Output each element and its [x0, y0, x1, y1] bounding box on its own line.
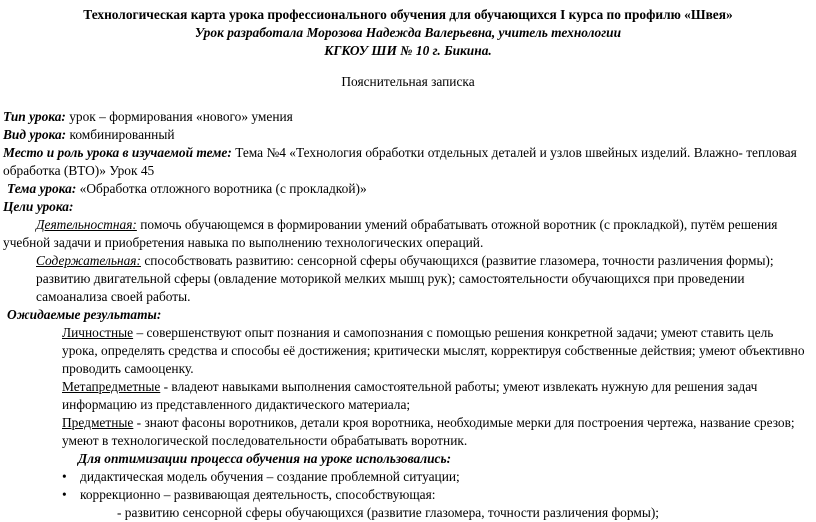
- result-personal: [62, 324, 773, 342]
- goal-content-cont1: развитию двигательной сферы (овладение моторикой мелких мышц рук); самостоятельности обучающихся при проведении: [36, 271, 745, 286]
- lesson-topic-value: «Обработка отложного воротника (с прокладкой)»: [76, 181, 367, 196]
- lesson-topic-label: Тема урока:: [7, 181, 77, 196]
- lesson-place-value-cont: обработка (ВТО)» Урок 45: [3, 163, 155, 178]
- result-subject-cont: умеют в технологической последовательности обрабатывать воротник.: [62, 433, 468, 448]
- result-personal-text: – совершенствуют опыт познания и самопознания с помощью решения конкретной задачи; умеют ставить цель: [133, 325, 774, 340]
- optimization-item-1: [62, 468, 460, 486]
- result-subject-label: Предметные: [62, 415, 134, 430]
- optimization-item-2: [62, 486, 435, 504]
- optimization-item-2-text: коррекционно – развивающая деятельность, способствующая:: [80, 487, 436, 502]
- result-subject-text: - знают фасоны воротников, детали кроя воротника, необходимые мерки для построения чертежа, название срезов;: [133, 415, 795, 430]
- result-subject: [62, 414, 795, 432]
- lesson-topic-row: [7, 180, 367, 198]
- goal-content-text: способствовать развитию: сенсорной сферы обучающихся (развитие глазомера, точности различения формы);: [141, 253, 774, 268]
- school-line: КГКОУ ШИ № 10 г. Бикина.: [324, 43, 492, 58]
- lesson-kind-row: [3, 126, 175, 144]
- goal-activity-cont: учебной задачи и приобретения навыка по выполнению технологических операций.: [3, 235, 484, 250]
- bullet-icon: •: [62, 487, 67, 502]
- result-meta-text: - владеют навыками выполнения самостоятельной работы; умеют извлекать нужную для решения задач: [160, 379, 758, 394]
- goal-activity-label: Деятельностная:: [36, 217, 137, 232]
- goal-content: [36, 252, 774, 270]
- goals-label: Цели урока:: [3, 199, 74, 214]
- goal-content-label: Содержательная:: [36, 253, 141, 268]
- result-personal-cont2: проводить самооценку.: [62, 361, 194, 376]
- lesson-type-label: Тип урока:: [3, 109, 66, 124]
- optimization-subitem-1: - развитию сенсорной сферы обучающихся (развитие глазомера, точности различения формы);: [117, 505, 659, 520]
- result-personal-cont1: урока, определять средства и способы её достижения; критически мыслят, корректируя собственные действия; умеют объективно: [62, 343, 805, 358]
- document-title: Технологическая карта урока профессионального обучения для обучающихся I курса по профилю «Швея»: [83, 7, 733, 22]
- result-personal-label: Личностные: [62, 325, 134, 340]
- lesson-type-row: [3, 108, 293, 126]
- bullet-icon: •: [62, 469, 67, 484]
- optimization-label: Для оптимизации процесса обучения на уроке использовались:: [78, 451, 452, 466]
- lesson-place-row: [3, 144, 797, 162]
- author-line: Урок разработала Морозова Надежда Валерьевна, учитель технологии: [194, 25, 622, 40]
- optimization-item-1-text: дидактическая модель обучения – создание проблемной ситуации;: [80, 469, 460, 484]
- results-label: Ожидаемые результаты:: [7, 307, 162, 322]
- result-meta-cont: информацию из представленного дидактического материала;: [62, 397, 411, 412]
- goal-content-cont2: самоанализа своей работы.: [36, 289, 191, 304]
- lesson-type-value: урок – формирования «нового» умения: [65, 109, 293, 124]
- lesson-place-value: Тема №4 «Технология обработки отдельных деталей и узлов швейных изделий. Влажно- тепловая: [231, 145, 797, 160]
- result-meta: [62, 378, 757, 396]
- lesson-kind-value: комбинированный: [66, 127, 175, 142]
- explanatory-note-title: Пояснительная записка: [341, 74, 475, 89]
- lesson-place-label: Место и роль урока в изучаемой теме:: [3, 145, 232, 160]
- result-meta-label: Метапредметные: [62, 379, 161, 394]
- goal-activity: [36, 216, 777, 234]
- goal-activity-text: помочь обучающемся в формировании умений обрабатывать отожной воротник (с прокладкой), путём решения: [136, 217, 778, 232]
- lesson-kind-label: Вид урока:: [3, 127, 67, 142]
